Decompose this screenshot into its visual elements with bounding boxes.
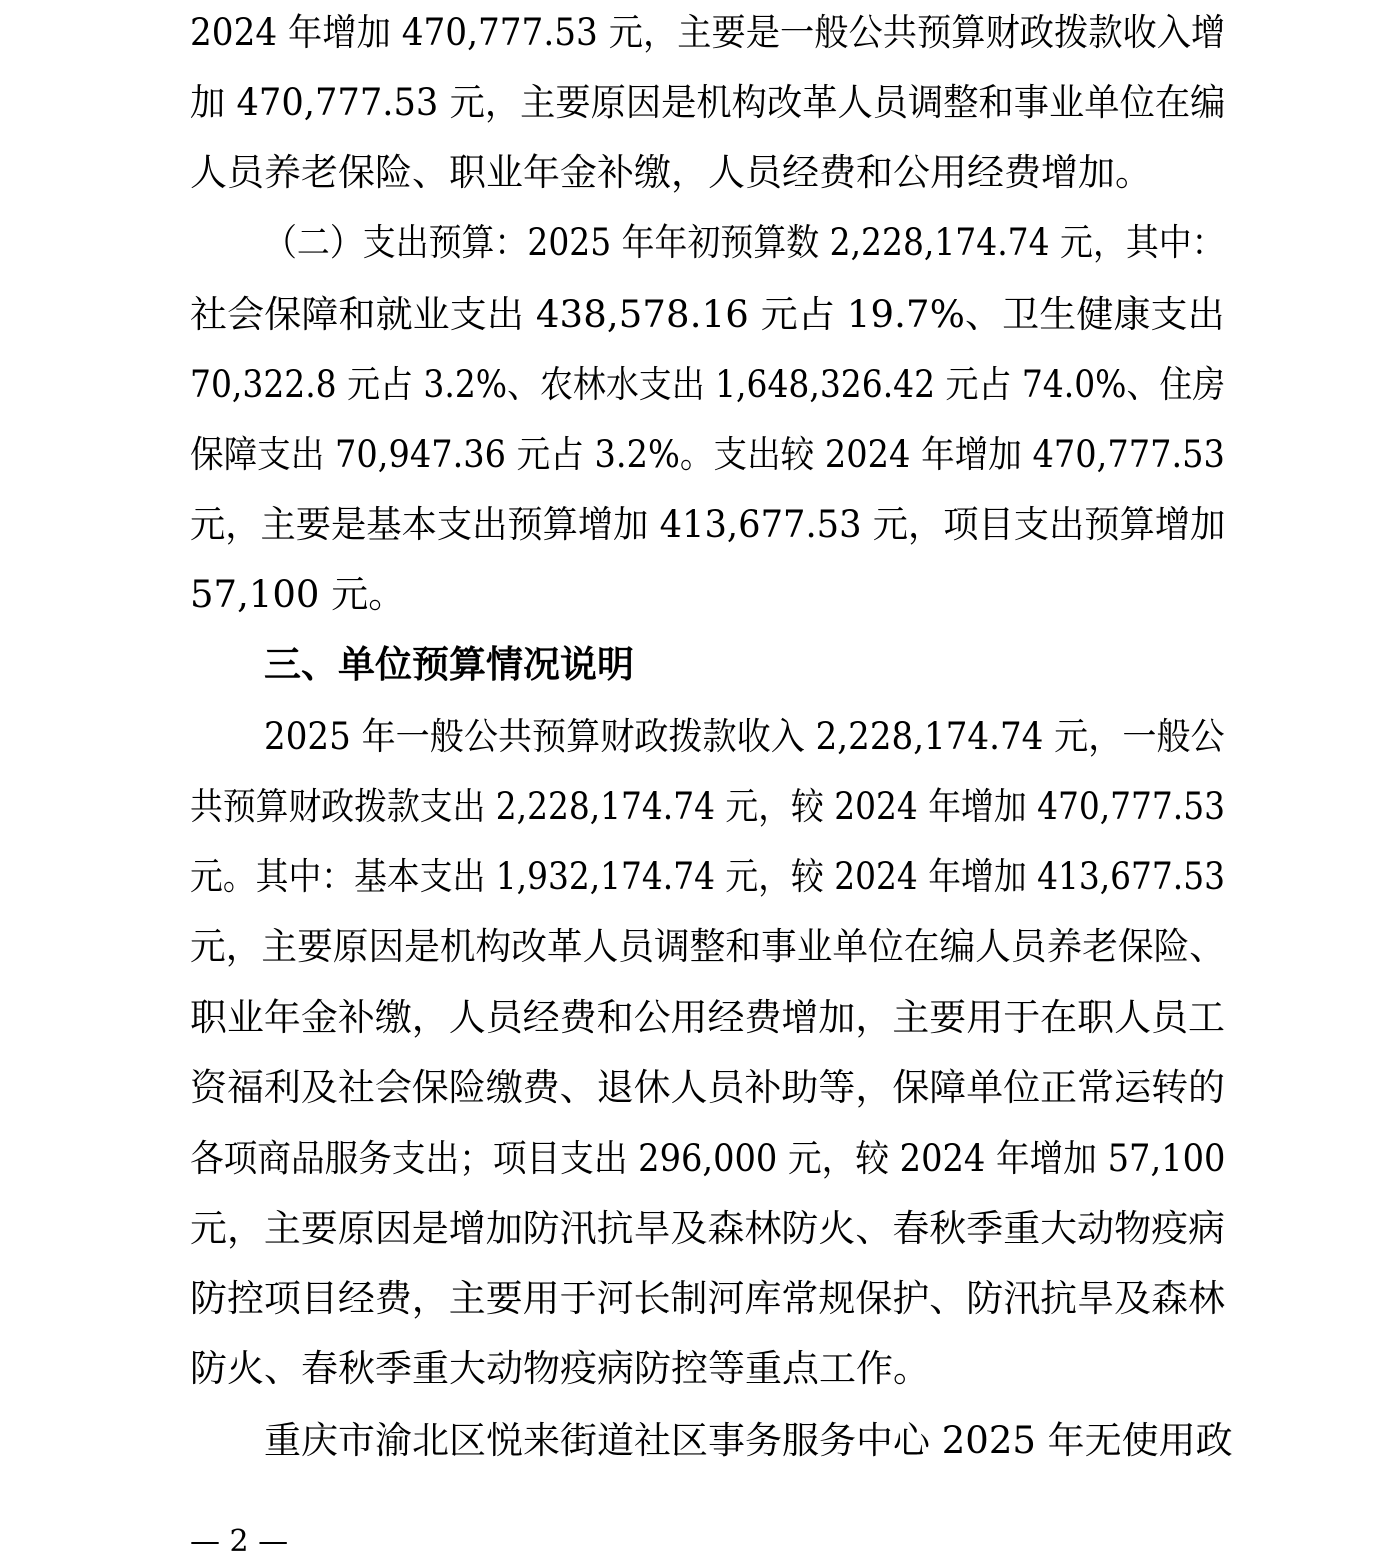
paragraph-line-1: 2024 年增加 470,777.53 元，主要是一般公共预算财政拨款收入增 <box>190 11 1226 54</box>
paragraph-line-3: 人员养老保险、职业年金补缴，人员经费和公用经费增加。 <box>190 151 1152 194</box>
closing-paragraph-line-1: 重庆市渝北区悦来街道社区事务服务中心 2025 年无使用政 <box>264 1419 1233 1462</box>
unit-budget-line-6: 资福利及社会保险缴费、退休人员补助等，保障单位正常运转的 <box>190 1066 1225 1109</box>
section-expense-budget-line-3: 70,322.8 元占 3.2%、农林水支出 1,648,326.42 元占 74.0%、住房 <box>190 363 1226 406</box>
section-expense-budget-line-2: 社会保障和就业支出 438,578.16 元占 19.7%、卫生健康支出 <box>190 293 1225 336</box>
section-expense-budget-line-1: （二）支出预算：2025 年年初预算数 2,228,174.74 元，其中： <box>264 221 1225 264</box>
unit-budget-line-9: 防控项目经费，主要用于河长制河库常规保护、防汛抗旱及森林 <box>190 1277 1225 1320</box>
unit-budget-line-2: 共预算财政拨款支出 2,228,174.74 元，较 2024 年增加 470,777.53 <box>190 785 1225 828</box>
unit-budget-line-10: 防火、春秋季重大动物疫病防控等重点工作。 <box>190 1347 930 1390</box>
paragraph-line-2: 加 470,777.53 元，主要原因是机构改革人员调整和事业单位在编 <box>190 81 1226 124</box>
page-number: — 2 — <box>190 1524 289 1559</box>
section-expense-budget-line-4: 保障支出 70,947.36 元占 3.2%。支出较 2024 年增加 470,777.53 <box>190 433 1225 476</box>
unit-budget-line-1: 2025 年一般公共预算财政拨款收入 2,228,174.74 元，一般公 <box>264 715 1225 758</box>
unit-budget-line-4: 元，主要原因是机构改革人员调整和事业单位在编人员养老保险、 <box>190 925 1225 968</box>
section-heading-unit-budget: 三、单位预算情况说明 <box>264 643 634 686</box>
unit-budget-line-7: 各项商品服务支出；项目支出 296,000 元，较 2024 年增加 57,100 <box>190 1137 1226 1180</box>
unit-budget-line-8: 元，主要原因是增加防汛抗旱及森林防火、春秋季重大动物疫病 <box>190 1207 1225 1250</box>
unit-budget-line-5: 职业年金补缴，人员经费和公用经费增加，主要用于在职人员工 <box>190 996 1225 1039</box>
section-expense-budget-line-6: 57,100 元。 <box>190 573 406 616</box>
section-expense-budget-line-5: 元，主要是基本支出预算增加 413,677.53 元，项目支出预算增加 <box>190 503 1226 546</box>
unit-budget-line-3: 元。其中：基本支出 1,932,174.74 元，较 2024 年增加 413,677.53 <box>190 855 1225 898</box>
